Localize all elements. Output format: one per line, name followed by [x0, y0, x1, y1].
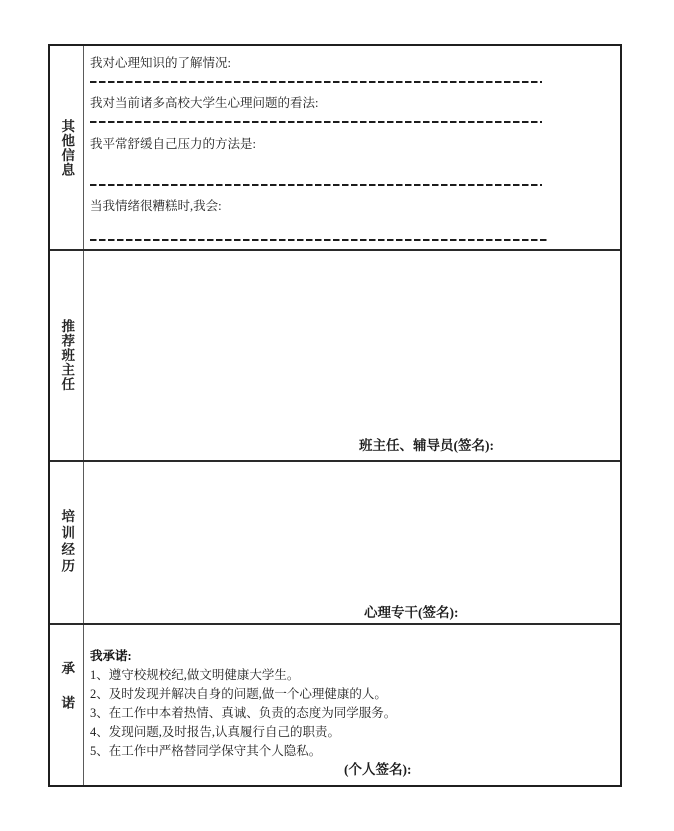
row-other-info [50, 46, 620, 249]
pledge-content [84, 625, 620, 785]
pledge-item-3: 3、在工作中本着热情、真诚、负责的态度为同学服务。 [90, 706, 397, 720]
signature-line-personal: (个人签名): [344, 762, 412, 777]
pledge-heading: 我承诺: [90, 649, 132, 663]
row-training-experience-label-cell [50, 462, 84, 623]
pledge-item-4: 4、发现问题,及时报告,认真履行自己的职责。 [90, 725, 341, 739]
fill-in-line [90, 81, 542, 83]
row-teacher-recommendation [50, 249, 620, 460]
row-label-training-experience: 培训经历 [59, 508, 75, 575]
row-label-other-info: 其他信息 [59, 118, 75, 177]
training-experience-content [84, 462, 620, 623]
form-table [48, 44, 622, 787]
fill-in-line [90, 121, 542, 123]
teacher-recommendation-content [84, 251, 620, 460]
prompt-stress-relief: 我平常舒缓自己压力的方法是: [90, 137, 256, 151]
prompt-views-on-problems: 我对当前诸多高校大学生心理问题的看法: [90, 96, 319, 110]
row-pledge [50, 623, 620, 785]
other-info-content [84, 46, 620, 249]
row-teacher-recommendation-label-cell [50, 251, 84, 460]
prompt-psych-knowledge: 我对心理知识的了解情况: [90, 56, 231, 70]
pledge-item-1: 1、遵守校规校纪,做文明健康大学生。 [90, 668, 300, 682]
row-label-pledge: 承诺 [59, 660, 75, 730]
signature-line-teacher-counselor: 班主任、辅导员(签名): [359, 438, 494, 453]
prompt-bad-mood: 当我情绪很糟糕时,我会: [90, 199, 222, 213]
row-pledge-label-cell [50, 625, 84, 785]
fill-in-line [90, 184, 542, 186]
fill-in-line [90, 239, 548, 241]
row-label-teacher-recommendation: 推荐班主任 [59, 319, 75, 392]
pledge-item-2: 2、及时发现并解决自身的问题,做一个心理健康的人。 [90, 687, 387, 701]
signature-line-psych-officer: 心理专干(签名): [364, 605, 459, 620]
row-other-info-label-cell [50, 46, 84, 249]
pledge-item-5: 5、在工作中严格替同学保守其个人隐私。 [90, 744, 322, 758]
row-training-experience [50, 460, 620, 623]
